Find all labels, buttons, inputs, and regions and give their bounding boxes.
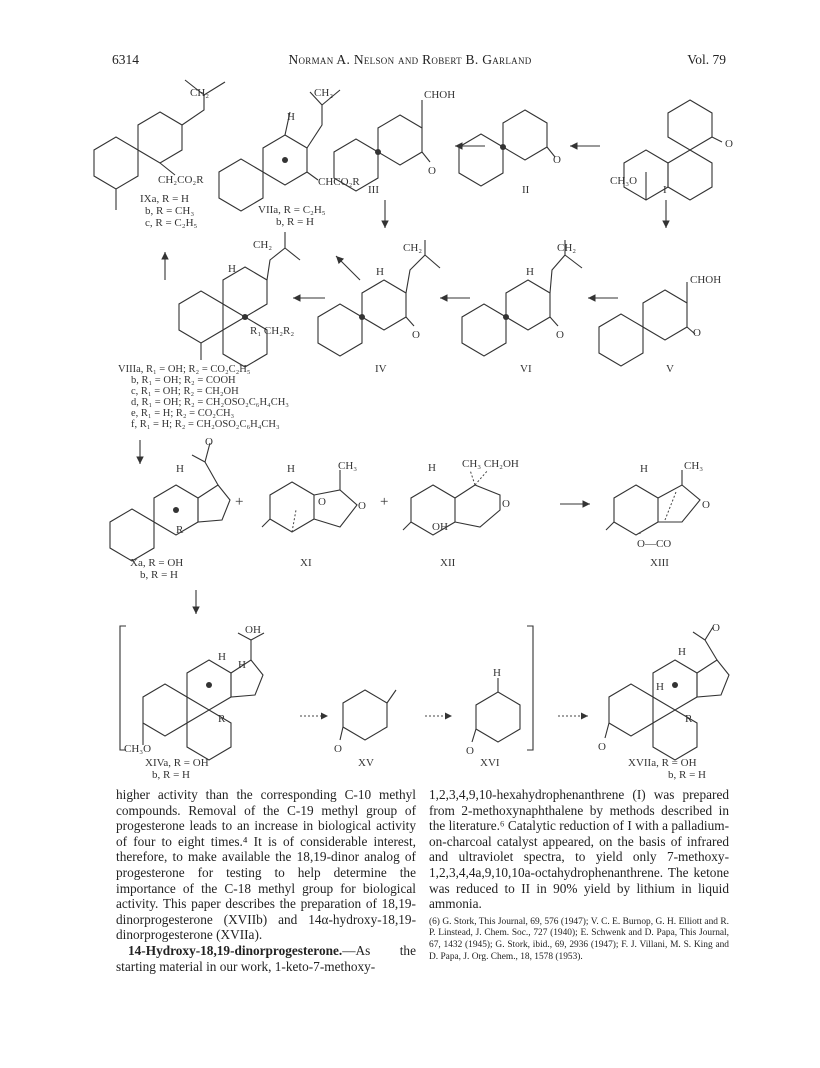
XVII-r-label: R [685, 713, 693, 725]
XI-oxygen-1: O [318, 496, 326, 508]
V-top-group: CHOH [690, 274, 722, 286]
XV-label: XV [358, 757, 374, 769]
XIV-label-b: b, R = H [152, 769, 190, 781]
XI-h-label: H [287, 463, 295, 475]
VI-top-group: CH₂ [557, 242, 577, 254]
VII-side-group: CHCO₂R [318, 176, 360, 188]
XII-h-label: H [428, 462, 436, 474]
XIII-methyl: CH₃ [684, 460, 704, 472]
VIII-label-f: f, R₁ = H; R₂ = CH₂OSO₂C₆H₄CH₃ [131, 419, 280, 430]
XVI-h-label: H [493, 667, 501, 679]
page-number: 6314 [112, 52, 139, 67]
VIII-label-b: b, R₁ = OH; R₂ = COOH [131, 375, 236, 386]
V-label: V [666, 363, 674, 375]
XIV-h-1: H [218, 651, 226, 663]
section-text: —As the starting material in our work, 1-keto-7-methoxy- [116, 942, 416, 974]
VII-h-label: H [287, 111, 295, 123]
VI-label: VI [520, 363, 532, 375]
XVII-h-2: H [656, 681, 664, 693]
compound-XI [262, 460, 366, 569]
arrow-IV-to-VII [336, 256, 360, 280]
III-oxygen: O [428, 165, 436, 177]
VIII-h-label: H [228, 263, 236, 275]
IV-h-label: H [376, 266, 384, 278]
III-label: III [368, 184, 379, 196]
XVI-label: XVI [480, 757, 500, 769]
compound-VII [219, 87, 360, 228]
VIII-label-a: VIIIa, R₁ = OH; R₂ = CO₂C₂H₅ [118, 364, 251, 375]
VI-oxygen: O [556, 329, 564, 341]
X-oxygen: O [205, 436, 213, 448]
compound-I [610, 100, 733, 200]
compound-XVII [598, 622, 729, 781]
footnote-6: (6) G. Stork, This Journal, 69, 576 (1947); V. C. E. Burnop, G. H. Elliott and R. P. Linstead, J. Chem. Soc., 727 (1940); E. Schwenk and D. Papa, This Journal, 67, 1432 (1945); G. Stork, ibid., 69, 2936 (1947); F. J. Villani, M. S. King and D. Papa, J. Org. Chem., 18, 1578 (1953). [429, 916, 729, 962]
section-heading: 14-Hydroxy-18,19-dinorprogesterone. [128, 942, 343, 958]
volume-label: Vol. 79 [687, 52, 726, 67]
XVII-oxygen: O [598, 741, 606, 753]
I-oxygen: O [725, 138, 733, 150]
XIV-methoxy: CH₃O [124, 743, 152, 755]
compound-IX [94, 80, 225, 229]
III-top-group: CHOH [424, 89, 456, 101]
left-paragraph: higher activity than the corresponding C-10 methyl compounds. Removal of the C-19 methyl group of progesterone leads to an increase in biological activity of four to eight times.⁴ It is of considerable interest, therefore, to make available the 18,19-dinor analog of progesterone for testing to help determine the importance of the C-18 methyl group for biological activity. This paper describes the preparation of 18,19-dinorprogesterone (XVIIb) and 14α-hydroxy-18,19-dinorprogesterone (XVIIa). [116, 787, 416, 943]
II-oxygen: O [553, 154, 561, 166]
I-label: I [663, 184, 667, 196]
IX-side-group: CH₂CO₂R [158, 174, 204, 186]
compound-VIII [118, 232, 300, 430]
IX-label-a: IXa, R = H [140, 193, 189, 205]
compound-V [599, 274, 721, 375]
X-label-b: b, R = H [140, 569, 178, 581]
compound-XIV [124, 624, 264, 781]
compound-XII [403, 458, 519, 569]
compound-XV [334, 690, 396, 769]
II-label: II [522, 184, 530, 196]
VII-label-a: VIIa, R = C₂H₅ [258, 204, 326, 216]
IV-oxygen: O [412, 329, 420, 341]
X-r-label: R [176, 524, 184, 536]
IX-label-c: c, R = C₂H₅ [145, 217, 198, 229]
compound-XIII [606, 460, 710, 569]
XI-label: XI [300, 557, 312, 569]
VIII-label-d: d, R₁ = OH; R₂ = CH₂OSO₂C₆H₄CH₃ [131, 397, 289, 408]
XV-oxygen: O [334, 743, 342, 755]
VIII-label-e: e, R₁ = H; R₂ = CO₂CH₃ [131, 408, 235, 419]
XII-groups: CH₃ CH₂OH [462, 458, 519, 470]
VI-h-label: H [526, 266, 534, 278]
compound-VI [462, 240, 582, 375]
VIII-top-group: CH₂ [253, 239, 273, 251]
XIII-oxygen: O [702, 499, 710, 511]
running-head-authors: Norman A. Nelson and Robert B. Garland [288, 52, 532, 67]
X-h-label: H [176, 463, 184, 475]
XVII-label-b: b, R = H [668, 769, 706, 781]
VIII-label-c: c, R₁ = OH; R₂ = CH₂OH [131, 386, 239, 397]
right-column [429, 787, 729, 963]
X-label-a: Xa, R = OH [130, 557, 184, 569]
XIV-h-2: H [238, 659, 246, 671]
XIII-h-label: H [640, 463, 648, 475]
XII-oxygen: O [502, 498, 510, 510]
XI-oxygen-2: O [358, 500, 366, 512]
XII-oh: OH [432, 521, 448, 533]
XIV-r-label: R [218, 713, 226, 725]
compound-II [459, 110, 561, 196]
plus-sign-1: + [235, 494, 244, 510]
compound-X [110, 436, 230, 581]
VII-label-b: b, R = H [276, 216, 314, 228]
IV-label: IV [375, 363, 387, 375]
I-methoxy: CH₃O [610, 175, 638, 187]
VII-top-group: CH₂ [314, 87, 334, 99]
IX-label-b: b, R = CH₃ [145, 205, 195, 217]
XII-label: XII [440, 557, 456, 569]
XIII-lactone: O—CO [637, 538, 672, 550]
XIV-oh: OH [245, 624, 261, 636]
IX-top-group: CH₂ [190, 87, 210, 99]
XIV-label-a: XIVa, R = OH [145, 757, 209, 769]
V-oxygen: O [693, 327, 701, 339]
bracket-right [527, 626, 533, 750]
IV-top-group: CH₂ [403, 242, 423, 254]
XVII-h-1: H [678, 646, 686, 658]
left-column [116, 787, 416, 974]
XVII-label-a: XVIIa, R = OH [628, 757, 697, 769]
XI-methyl: CH₃ [338, 460, 358, 472]
compound-XVI [466, 667, 520, 769]
compound-IV [318, 240, 440, 375]
XVII-oxygen-top: O [712, 622, 720, 634]
section-paragraph [116, 943, 416, 974]
plus-sign-2: + [380, 494, 389, 510]
bracket-left [120, 626, 126, 750]
right-paragraph: 1,2,3,4,9,10-hexahydrophenanthrene (I) was prepared from 2-methoxynaphthalene by methods described in the literature.⁶ Catalytic reduction of I with a palladium-on-charcoal catalyst appeared, on the basis of infrared and ultraviolet spectra, to yield only 7-methoxy-1,2,3,4,4a,9,10,10a-octahydrophenanthrene. The ketone was reduced to II in 90% yield by lithium in liquid ammonia. [429, 787, 729, 912]
XVI-oxygen: O [466, 745, 474, 757]
XIII-label: XIII [650, 557, 669, 569]
VIII-substituent: R₁ CH₂R₂ [250, 325, 295, 337]
